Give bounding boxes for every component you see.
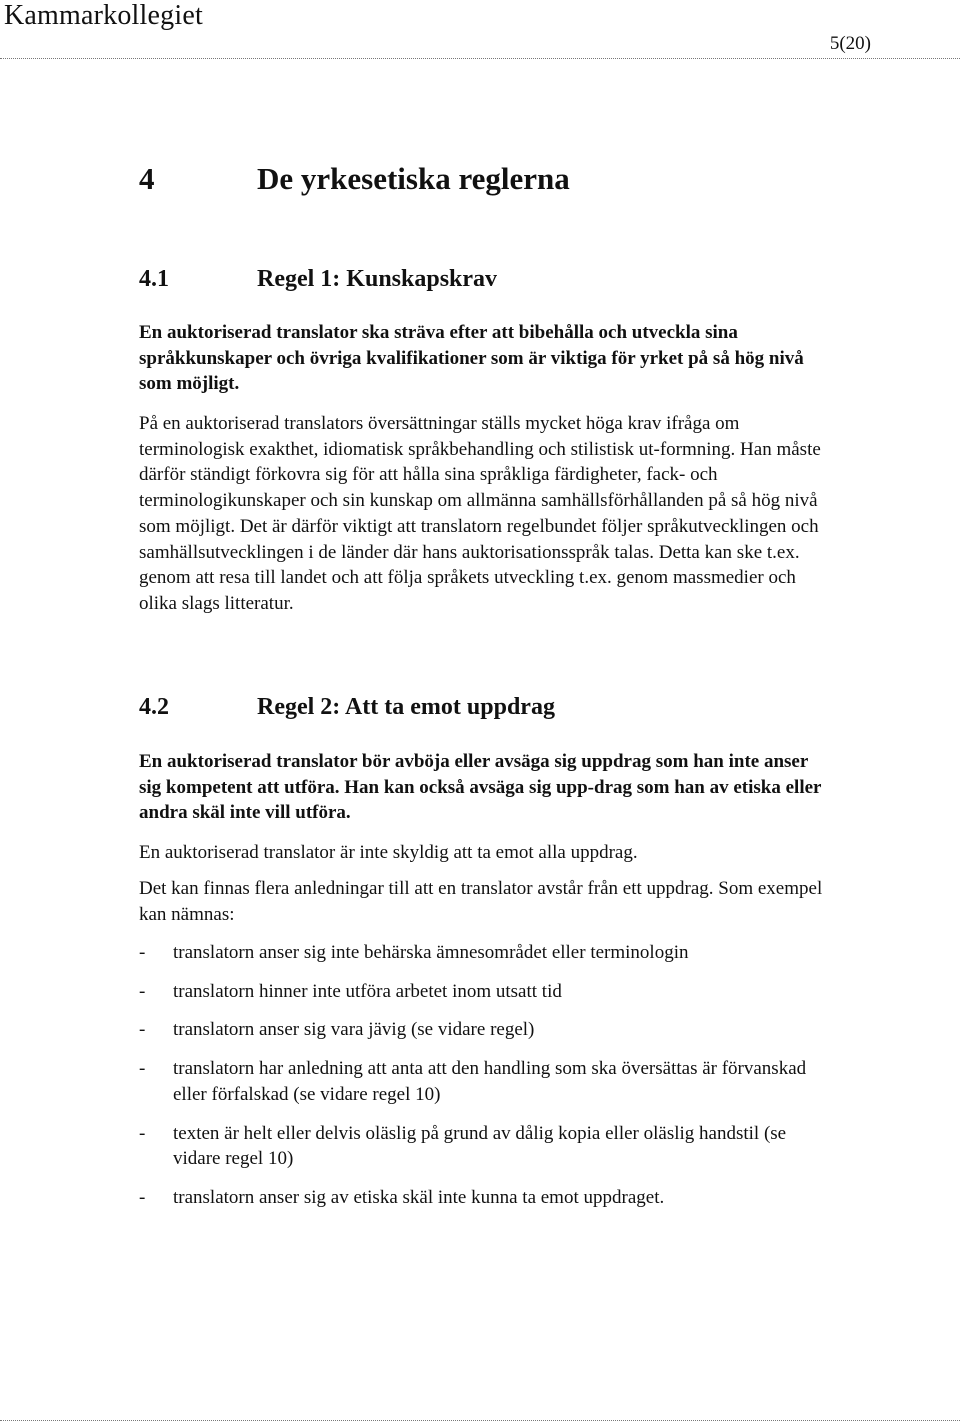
list-marker: - [139, 1186, 146, 1208]
list-item: - translatorn har anledning att anta att den handling som ska översättas är förvanskad eller förfalskad (se vidare regel 10) [139, 1058, 807, 1105]
list-marker: - [139, 980, 146, 1002]
rule2-heading [139, 694, 555, 721]
rule1-explanation: På en auktoriserad translators översättningar ställs mycket höga krav ifråga om terminologisk exakthet, idiomatisk språkbehandling och stilistisk ut-formning. Han måste därför ständigt förkovra sig för att hålla sina språkliga färdigheter, fack- och terminologikunskaper och sin kunskap om allmänna samhällsförhållanden på så hög nivå som möjligt. Det är därför viktigt att translatorn regelbundet följer språkutvecklingen och samhällsutvecklingen i de länder där hans auktorisationsspråk talas. Detta kan ske t.ex. genom att resa till landet och att följa språkets utveckling t.ex. genom massmedier och olika slags litteratur. [139, 413, 821, 614]
page-number: 5(20) [829, 33, 871, 54]
list-item: - translatorn anser sig vara jävig (se vidare regel) [139, 1017, 829, 1043]
rule2-statement: En auktoriserad translator bör avböja eller avsäga sig uppdrag som han inte anser sig kompetent att utföra. Han kan också avsäga sig upp-drag som han av etiska eller andra skäl inte vill utföra. [139, 751, 822, 824]
list-item: - translatorn anser sig inte behärska ämnesområdet eller terminologin [139, 940, 829, 966]
rule1-heading [139, 266, 497, 293]
reasons-list [139, 940, 829, 1211]
rule2-paragraph-2: Det kan finnas flera anledningar till att en translator avstår från ett uppdrag. Som exempel kan nämnas: [139, 878, 823, 925]
list-item: - texten är helt eller delvis oläslig på grund av dålig kopia eller oläslig handstil (se vidare regel 10) [139, 1122, 787, 1170]
footer-divider [0, 1420, 960, 1421]
rule2-title: Regel 2: Att ta emot uppdrag [257, 694, 555, 720]
list-item: - translatorn hinner inte utföra arbetet inom utsatt tid [139, 979, 829, 1005]
header-divider [0, 58, 960, 59]
rule2-number: 4.2 [139, 694, 169, 720]
list-marker: - [139, 1122, 146, 1144]
list-marker: - [139, 1019, 146, 1041]
rule2-paragraph-1: En auktoriserad translator är inte skyldig att ta emot alla uppdrag. [139, 842, 638, 863]
header-logo: Kammarkollegiet [4, 0, 203, 31]
rule1-title: Regel 1: Kunskapskrav [257, 266, 498, 292]
rule1-statement: En auktoriserad translator ska sträva efter att bibehålla och utveckla sina språkkunskaper och övriga kvalifikationer som är viktiga för yrket på så hög nivå som möjligt. [139, 322, 804, 395]
list-marker: - [139, 1058, 146, 1080]
section-heading [139, 161, 570, 197]
section-number: 4 [139, 161, 155, 196]
rule1-number: 4.1 [139, 266, 169, 292]
list-marker: - [139, 942, 146, 963]
list-item: - translatorn anser sig av etiska skäl inte kunna ta emot uppdraget. [139, 1185, 829, 1211]
section-title: De yrkesetiska reglerna [257, 161, 570, 196]
